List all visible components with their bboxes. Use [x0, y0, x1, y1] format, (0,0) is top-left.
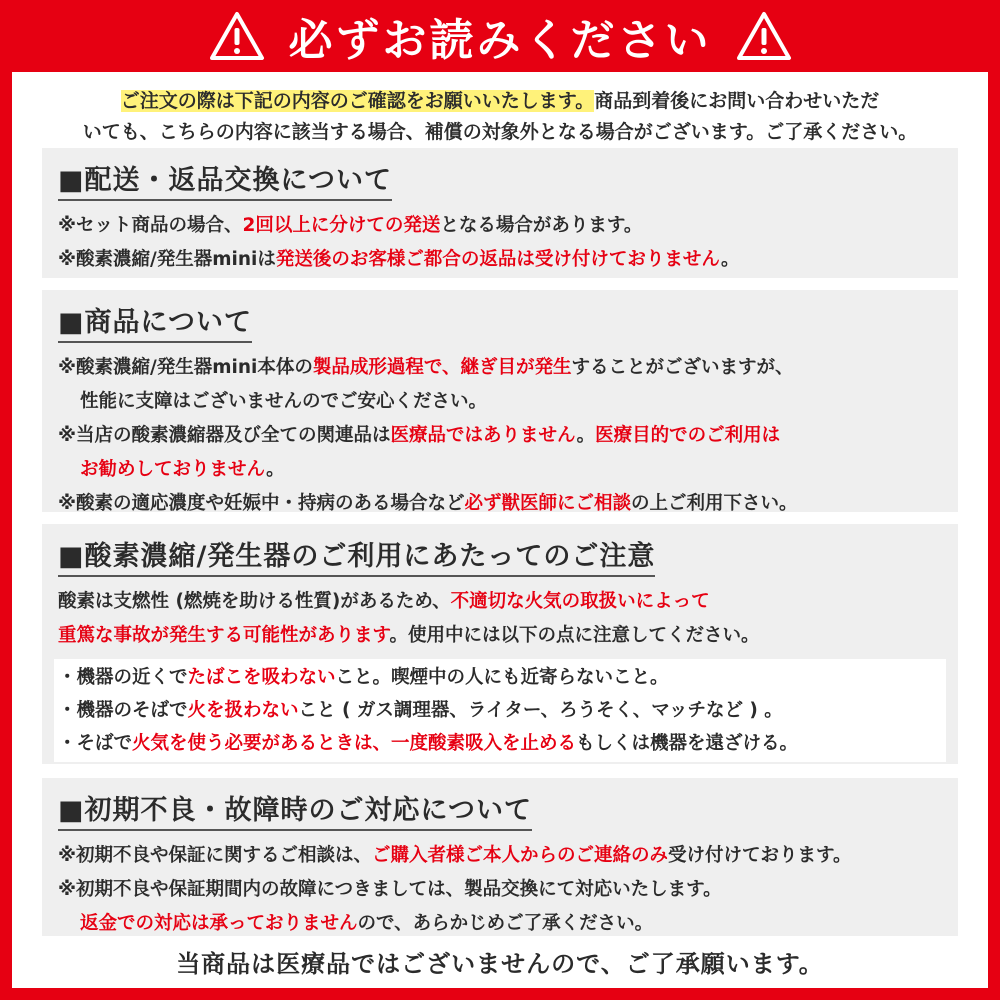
- section-title: ■配送・返品交換について: [58, 158, 392, 201]
- note-line: [58, 487, 942, 521]
- emphasis-text: 返金での対応は承っておりません: [80, 913, 358, 934]
- section-title: ■初期不良・故障時のご対応について: [58, 788, 532, 831]
- text-span: 。: [721, 249, 740, 270]
- text-span: 性能に支障はございませんのでご安心ください。: [80, 391, 488, 412]
- text-span: 受け付けております。: [668, 845, 852, 866]
- emphasis-text: 火を扱わない: [187, 700, 299, 721]
- text-span: ※初期不良や保証期間内の故障につきましては、製品交換にて対応いたします。: [58, 879, 722, 900]
- text-span: ※酸素濃縮/発生器miniは: [58, 249, 276, 270]
- text-span: こと。喫煙中の人にも近寄らないこと。: [335, 667, 669, 688]
- text-span: ・機器の近くで: [58, 667, 188, 688]
- bullet-item: [58, 694, 942, 727]
- text-span: 。: [576, 425, 596, 446]
- text-span: ※セット商品の場合、: [58, 215, 243, 236]
- intro-line-1: [12, 86, 988, 117]
- note-line: [58, 839, 942, 873]
- text-span: となる場合があります。: [440, 215, 643, 236]
- warning-triangle-icon: [209, 11, 265, 61]
- section-title: ■酸素濃縮/発生器のご利用にあたってのご注意: [58, 534, 655, 577]
- text-span: ので、あらかじめご了承ください。: [357, 913, 654, 934]
- note-line: [58, 243, 942, 277]
- text-span: 。: [266, 459, 285, 480]
- note-line: [58, 907, 942, 941]
- emphasis-text: 医療品ではありません: [390, 425, 577, 446]
- note-line: [58, 351, 942, 385]
- note-line: [58, 585, 942, 619]
- emphasis-text: 2回以上に分けての発送: [242, 215, 441, 236]
- note-line: [58, 453, 942, 487]
- content-panel: [12, 72, 988, 988]
- note-line: [58, 209, 942, 243]
- section-caution: [42, 524, 958, 764]
- header-banner: [0, 0, 1000, 72]
- note-line: [58, 385, 942, 419]
- text-span: ※当店の酸素濃縮器及び全ての関連品は: [58, 425, 391, 446]
- text-span: することがございますが、: [571, 357, 794, 378]
- note-line: [58, 619, 942, 653]
- section-title: ■商品について: [58, 300, 252, 343]
- emphasis-text: 医療目的でのご利用は: [595, 425, 781, 446]
- emphasis-text: 必ず獣医師にご相談: [464, 493, 632, 514]
- text-span: 。使用中には以下の点に注意してください。: [389, 625, 760, 646]
- footer-note: 当商品は医療品ではございませんので、ご了承願います。: [176, 950, 824, 978]
- text-span: ・機器のそばで: [58, 700, 188, 721]
- section-shipping: [42, 148, 958, 278]
- intro-highlight: ご注文の際は下記の内容のご確認をお願いいたします。: [120, 90, 595, 112]
- section-defects: [42, 778, 958, 936]
- warning-triangle-icon: [736, 11, 792, 61]
- text-span: もしくは機器を遠ざける。: [576, 733, 799, 754]
- caution-bullets-box: [54, 659, 946, 762]
- text-span: 酸素は支燃性 (燃焼を助ける性質)があるため、: [58, 591, 451, 612]
- emphasis-text: 重篤な事故が発生する可能性があります: [58, 625, 390, 646]
- emphasis-text: 火気を使う必要があるときは、一度酸素吸入を止める: [132, 733, 577, 754]
- page-title: 必ずお読みください: [288, 15, 712, 66]
- emphasis-text: たばこを吸わない: [187, 667, 336, 688]
- text-span: ※酸素の適応濃度や妊娠中・持病のある場合など: [58, 493, 465, 514]
- text-span: こと ( ガス調理器、ライター、ろうそく、マッチなど ) 。: [298, 700, 783, 721]
- emphasis-text: 発送後のお客様ご都合の返品は受け付けておりません: [275, 249, 721, 270]
- intro-text: [12, 86, 988, 148]
- section-product: [42, 290, 958, 512]
- bullet-item: [58, 661, 942, 694]
- bullet-item: [58, 727, 942, 760]
- text-span: ※初期不良や保証に関するご相談は、: [58, 845, 372, 866]
- text-span: ・そばで: [58, 733, 133, 754]
- intro-rest: 商品到着後にお問い合わせいただ: [594, 90, 880, 112]
- emphasis-text: お勧めしておりません: [80, 459, 267, 480]
- text-span: の上ご利用下さい。: [631, 493, 798, 514]
- emphasis-text: 製品成形過程で、継ぎ目が発生: [312, 357, 572, 378]
- note-line: [58, 873, 942, 907]
- emphasis-text: ご購入者様ご本人からのご連絡のみ: [372, 845, 669, 866]
- text-span: ※酸素濃縮/発生器mini本体の: [58, 357, 313, 378]
- note-line: [58, 419, 942, 453]
- emphasis-text: 不適切な火気の取扱いによって: [450, 591, 710, 612]
- intro-line-2: いても、こちらの内容に該当する場合、補償の対象外となる場合がございます。ご了承ください。: [82, 121, 918, 143]
